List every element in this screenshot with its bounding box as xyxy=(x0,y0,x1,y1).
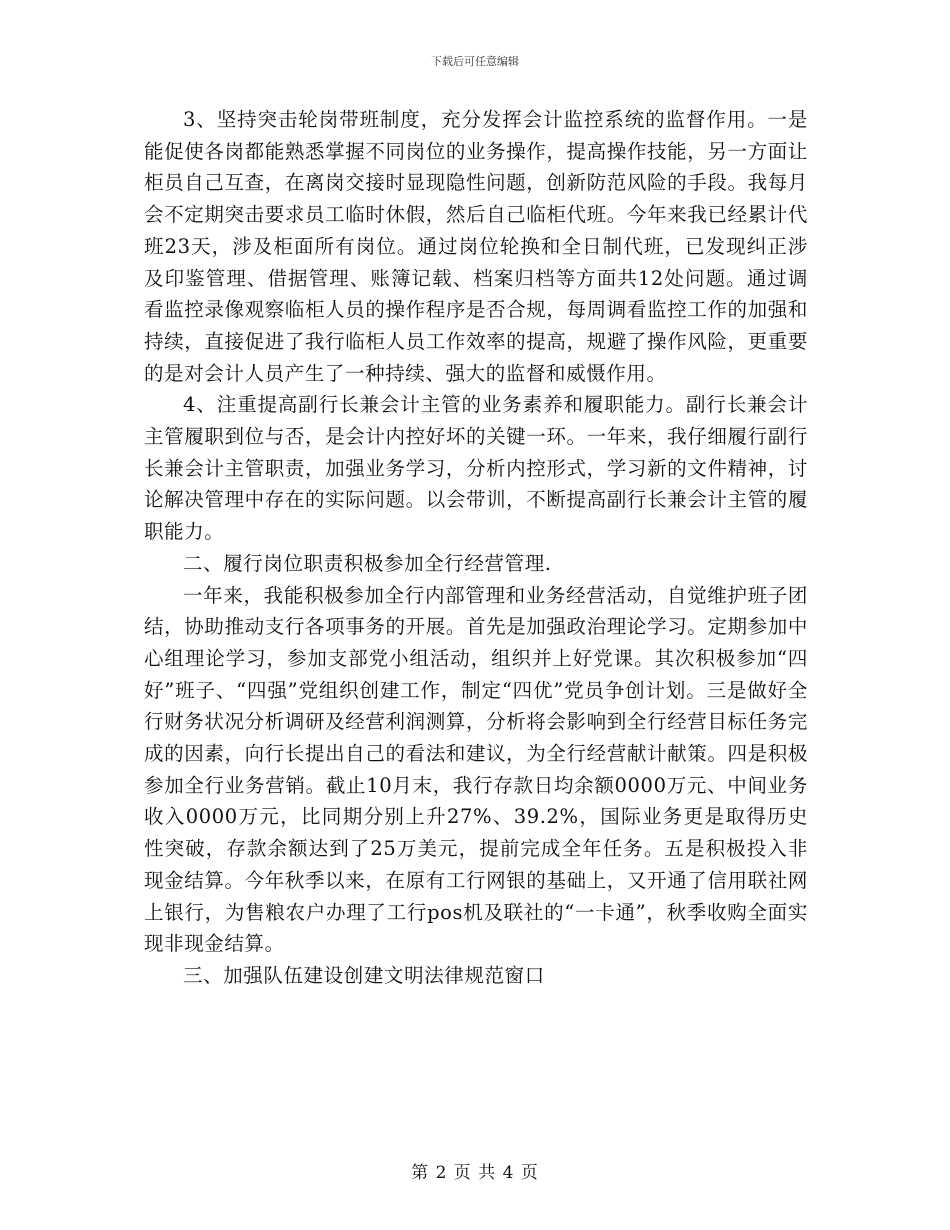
paragraph-item-4: 4、注重提高副行长兼会计主管的业务素养和履职能力。副行长兼会计主管履职到位与否，是会计内控好坏的关键一环。一年来，我仔细履行副行长兼会计主管职责，加强业务学习，分析内控形式，学习新的文件精神，讨论解决管理中存在的实际问题。以会带训，不断提高副行长兼会计主管的履职能力。 xyxy=(144,393,808,544)
paragraph-item-3: 3、坚持突击轮岗带班制度，充分发挥会计监控系统的监督作用。一是能促使各岗都能熟悉掌握不同岗位的业务操作，提高操作技能，另一方面让柜员自己互查，在离岗交接时显现隐性问题，创新防范风险的手段。我每月会不定期突击要求员工临时休假，然后自己临柜代班。今年来我已经累计代班23天，涉及柜面所有岗位。通过岗位轮换和全日制代班，已发现纠正涉及印鉴管理、借据管理、账簿记载、档案归档等方面共12处问题。通过调看监控录像观察临柜人员的操作程序是否合规，每周调看监控工作的加强和持续，直接促进了我行临柜人员工作效率的提高，规避了操作风险，更重要的是对会计人员产生了一种持续、强大的监督和威慑作用。 xyxy=(144,108,808,385)
section-heading-3: 三、加强队伍建设创建文明法律规范窗口 xyxy=(183,963,545,987)
section-heading-2: 二、履行岗位职责积极参加全行经营管理. xyxy=(183,551,552,575)
paragraph-section-2-body: 一年来，我能积极参加全行内部管理和业务经营活动，自觉维护班子团结，协助推动支行各项事务的开展。首先是加强政治理论学习。定期参加中心组理论学习，参加支部党小组活动，组织并上好党课。其次积极参加“四好”班子、“四强”党组织创建工作，制定“四优”党员争创计划。三是做好全行财务状况分析调研及经营利润测算，分析将会影响到全行经营目标任务完成的因素，向行长提出自己的看法和建议，为全行经营献计献策。四是积极参加全行业务营销。截止10月末，我行存款日均余额0000万元、中间业务收入0000万元，比同期分别上升27%、39.2%，国际业务更是取得历史性突破，存款余额达到了25万美元，提前完成全年任务。五是积极投入非现金结算。今年秋季以来，在原有工行网银的基础上，又开通了信用联社网上银行，为售粮农户办理了工行pos机及联社的“一卡通”，秋季收购全面实现非现金结算。 xyxy=(144,583,808,956)
page-number-footer: 第 2 页 共 4 页 xyxy=(411,1163,539,1183)
document-body xyxy=(144,104,808,992)
page-header: 下载后可任意编辑 xyxy=(431,55,519,68)
